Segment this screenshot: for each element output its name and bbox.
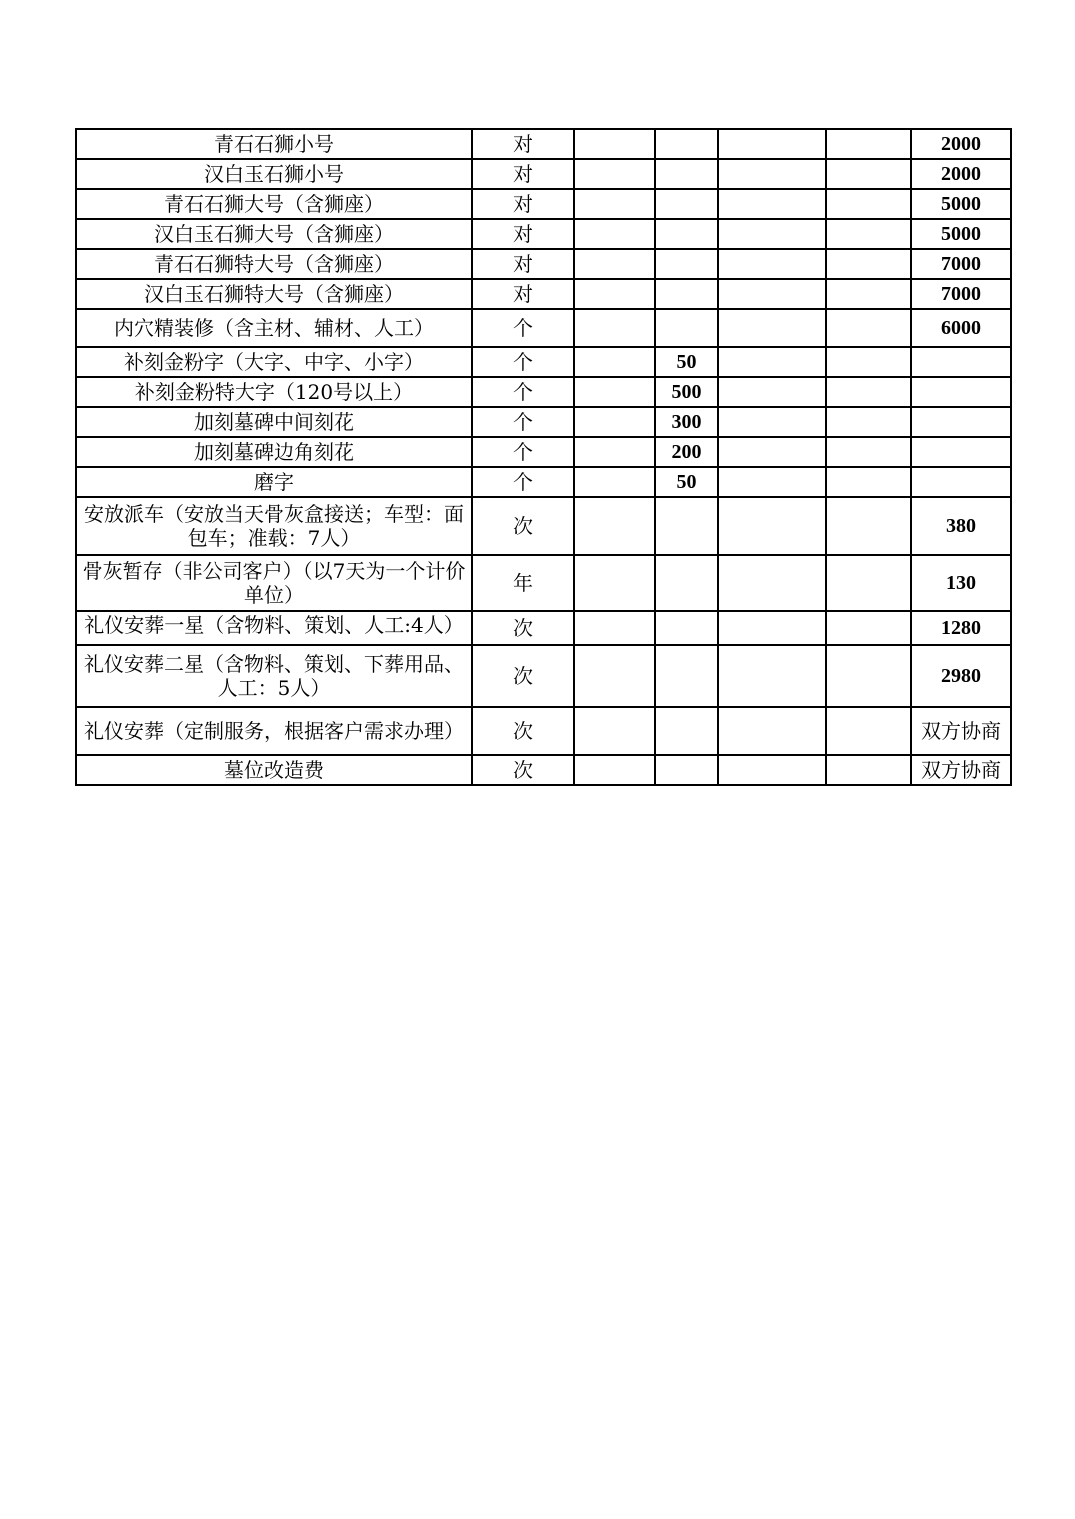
cell-col4: [655, 309, 718, 347]
table-row: [76, 279, 1011, 309]
cell-col4: 50: [655, 467, 718, 497]
item-name: 墓位改造费: [76, 755, 472, 785]
cell-col4: 50: [655, 347, 718, 377]
cell-col5: [718, 159, 826, 189]
price: 2000: [911, 129, 1011, 159]
unit: 对: [472, 189, 574, 219]
cell-col4: [655, 645, 718, 707]
price: 双方协商: [911, 707, 1011, 755]
item-name: 汉白玉石狮小号: [76, 159, 472, 189]
item-name: 汉白玉石狮特大号（含狮座）: [76, 279, 472, 309]
cell-col6: [826, 129, 911, 159]
cell-col6: [826, 407, 911, 437]
item-name: 礼仪安葬二星（含物料、策划、下葬用品、人工：5人）: [76, 645, 472, 707]
cell-col6: [826, 497, 911, 555]
cell-col3: [574, 249, 655, 279]
price: [911, 467, 1011, 497]
item-name: 补刻金粉特大字（120号以上）: [76, 377, 472, 407]
cell-col5: [718, 467, 826, 497]
unit: 对: [472, 129, 574, 159]
price: [911, 407, 1011, 437]
table-row: [76, 467, 1011, 497]
cell-col5: [718, 555, 826, 611]
cell-col6: [826, 555, 911, 611]
cell-col6: [826, 249, 911, 279]
item-name-text: 礼仪安葬一星（含物料、策划、人工:4人）: [84, 613, 464, 637]
cell-col6: [826, 437, 911, 467]
cell-col4: 300: [655, 407, 718, 437]
cell-col3: [574, 407, 655, 437]
cell-col3: [574, 159, 655, 189]
item-name: 礼仪安葬（定制服务，根据客户需求办理）: [76, 707, 472, 755]
unit: 对: [472, 159, 574, 189]
price: [911, 377, 1011, 407]
cell-col5: [718, 377, 826, 407]
cell-col5: [718, 189, 826, 219]
unit: 次: [472, 497, 574, 555]
cell-col4: [655, 219, 718, 249]
item-name: 补刻金粉字（大字、中字、小字）: [76, 347, 472, 377]
item-name: 骨灰暂存（非公司客户）（以7天为一个计价单位）: [76, 555, 472, 611]
table-row: [76, 407, 1011, 437]
cell-col4: [655, 159, 718, 189]
cell-col6: [826, 219, 911, 249]
cell-col3: [574, 189, 655, 219]
price: 7000: [911, 249, 1011, 279]
cell-col5: [718, 249, 826, 279]
cell-col4: [655, 129, 718, 159]
cell-col6: [826, 707, 911, 755]
cell-col5: [718, 347, 826, 377]
unit: 年: [472, 555, 574, 611]
unit: 个: [472, 437, 574, 467]
cell-col5: [718, 707, 826, 755]
cell-col6: [826, 377, 911, 407]
item-name: 青石石狮大号（含狮座）: [76, 189, 472, 219]
unit: 对: [472, 219, 574, 249]
price: 5000: [911, 219, 1011, 249]
table-row: [76, 645, 1011, 707]
cell-col6: [826, 347, 911, 377]
unit: 个: [472, 467, 574, 497]
cell-col6: [826, 279, 911, 309]
cell-col5: [718, 309, 826, 347]
cell-col6: [826, 309, 911, 347]
unit: 个: [472, 309, 574, 347]
cell-col5: [718, 755, 826, 785]
cell-col5: [718, 437, 826, 467]
item-name: 加刻墓碑中间刻花: [76, 407, 472, 437]
unit: 次: [472, 707, 574, 755]
price: 2980: [911, 645, 1011, 707]
unit: 次: [472, 755, 574, 785]
cell-col5: [718, 645, 826, 707]
cell-col5: [718, 611, 826, 645]
cell-col4: 500: [655, 377, 718, 407]
table-row: [76, 555, 1011, 611]
unit: 个: [472, 407, 574, 437]
table-row: [76, 755, 1011, 785]
unit: 个: [472, 377, 574, 407]
price: 380: [911, 497, 1011, 555]
cell-col4: [655, 611, 718, 645]
cell-col5: [718, 219, 826, 249]
cell-col3: [574, 467, 655, 497]
item-name: 汉白玉石狮大号（含狮座）: [76, 219, 472, 249]
cell-col5: [718, 129, 826, 159]
table-row: [76, 611, 1011, 645]
cell-col4: [655, 707, 718, 755]
unit: 次: [472, 645, 574, 707]
table-row: [76, 309, 1011, 347]
cell-col4: [655, 279, 718, 309]
cell-col3: [574, 437, 655, 467]
cell-col3: [574, 707, 655, 755]
table-row: [76, 219, 1011, 249]
table-row: [76, 129, 1011, 159]
cell-col6: [826, 189, 911, 219]
cell-col3: [574, 309, 655, 347]
table-row: [76, 377, 1011, 407]
cell-col3: [574, 611, 655, 645]
cell-col6: [826, 159, 911, 189]
cell-col4: [655, 249, 718, 279]
unit: 个: [472, 347, 574, 377]
price: [911, 347, 1011, 377]
unit: 对: [472, 249, 574, 279]
price: 6000: [911, 309, 1011, 347]
cell-col4: [655, 755, 718, 785]
table-row: [76, 159, 1011, 189]
cell-col4: [655, 189, 718, 219]
item-name: 磨字: [76, 467, 472, 497]
cell-col3: [574, 219, 655, 249]
cell-col3: [574, 129, 655, 159]
item-name: 内穴精装修（含主材、辅材、人工）: [76, 309, 472, 347]
price: 130: [911, 555, 1011, 611]
cell-col3: [574, 347, 655, 377]
item-name: 安放派车（安放当天骨灰盒接送；车型：面包车；准载：7人）: [76, 497, 472, 555]
unit: 次: [472, 611, 574, 645]
cell-col4: [655, 497, 718, 555]
cell-col4: 200: [655, 437, 718, 467]
cell-col6: [826, 755, 911, 785]
cell-col5: [718, 279, 826, 309]
cell-col5: [718, 497, 826, 555]
table-row: [76, 347, 1011, 377]
item-name: 青石石狮特大号（含狮座）: [76, 249, 472, 279]
item-name: 加刻墓碑边角刻花: [76, 437, 472, 467]
cell-col4: [655, 555, 718, 611]
price: [911, 437, 1011, 467]
cell-col3: [574, 755, 655, 785]
price-table: [75, 128, 1012, 786]
table-row: [76, 497, 1011, 555]
cell-col6: [826, 611, 911, 645]
table-row: [76, 437, 1011, 467]
cell-col3: [574, 497, 655, 555]
table-row: [76, 707, 1011, 755]
table-row: [76, 249, 1011, 279]
table-row: [76, 189, 1011, 219]
cell-col6: [826, 467, 911, 497]
item-name: [76, 611, 472, 645]
unit: 对: [472, 279, 574, 309]
price: 1280: [911, 611, 1011, 645]
item-name: 青石石狮小号: [76, 129, 472, 159]
price: 双方协商: [911, 755, 1011, 785]
price: 2000: [911, 159, 1011, 189]
cell-col6: [826, 645, 911, 707]
cell-col5: [718, 407, 826, 437]
cell-col3: [574, 377, 655, 407]
cell-col3: [574, 555, 655, 611]
cell-col3: [574, 279, 655, 309]
price: 7000: [911, 279, 1011, 309]
price: 5000: [911, 189, 1011, 219]
cell-col3: [574, 645, 655, 707]
